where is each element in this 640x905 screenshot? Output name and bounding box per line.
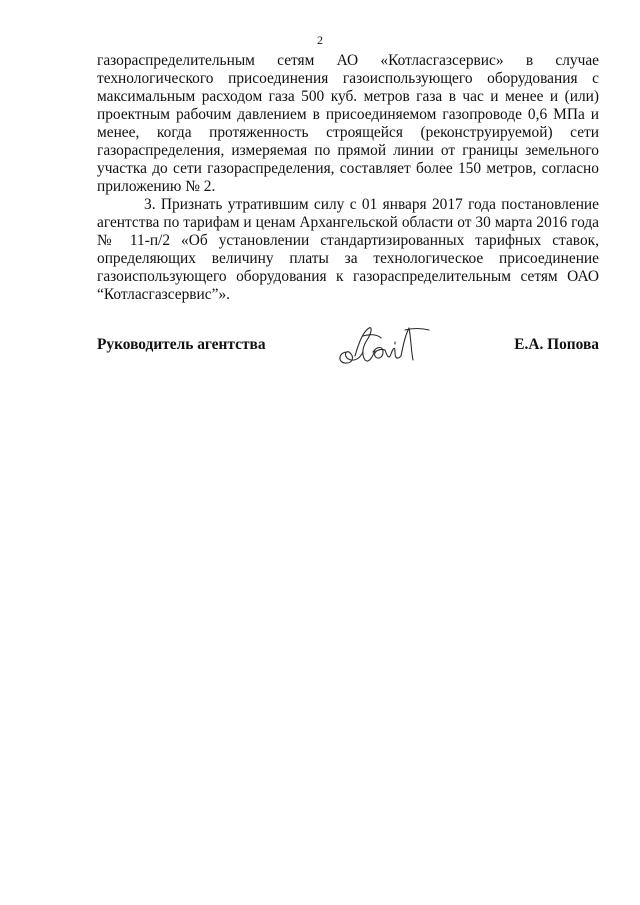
signer-name: Е.А. Попова xyxy=(514,336,599,353)
paragraph-continuation: газораспределительным сетям АО «Котласгазсервис» в случае технологического присоединения газоиспользующего оборудования с максимальным расходом газа 500 куб. метров газа в час и менее и (или) проектным рабочим давлением в присоединяемом газопроводе 0,6 МПа и менее, когда протяженность строящейся (реконструируемой) сети газораспределения, измеряемая по прямой линии от границы земельного участка до сети газораспределения, составляет более 150 метров, согласно приложению № 2. xyxy=(97,52,599,195)
document-body xyxy=(97,52,599,304)
handwritten-signature xyxy=(333,322,433,368)
page-number: 2 xyxy=(317,33,323,47)
paragraph-item-3: 3. Признать утратившим силу с 01 января 2017 года постановление агентства по тарифам и ценам Архангельской области от 30 марта 2016 года № 11-п/2 «Об установлении стандартизированных тарифных ставок, определяющих величину платы за технологическое присоединение газоиспользующего оборудования к газораспределительным сетям ОАО “Котласгазсервис”». xyxy=(97,196,599,303)
signer-title: Руководитель агентства xyxy=(97,336,266,353)
signature-block xyxy=(97,322,599,372)
